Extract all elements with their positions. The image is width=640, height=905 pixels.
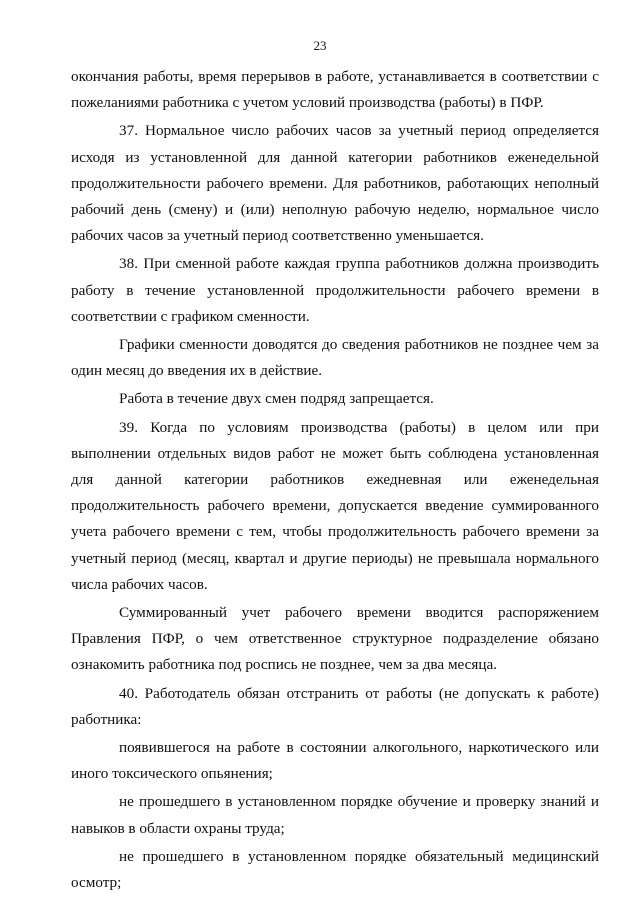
- paragraph-clause-39: 39. Когда по условиям производства (работы) в целом или при выполнении отдельных видов работ не может быть соблюдена установленная для данной категории работников ежедневная или еженедельная продолжительность рабочего времени, допускается введение суммированного учета рабочего времени с тем, чтобы продолжительность рабочего времени за учетный период (месяц, квартал и другие периоды) не превышала нормального числа рабочих часов.: [71, 418, 599, 593]
- paragraph-clause-38: 38. При сменной работе каждая группа работников должна производить работу в течение установленной продолжительности рабочего времени в соответствии с графиком сменности.: [71, 255, 599, 325]
- paragraph-shift-schedules: Графики сменности доводятся до сведения работников не позднее чем за один месяц до введения их в действие.: [71, 336, 599, 380]
- paragraph-double-shift-ban: Работа в течение двух смен подряд запрещается.: [119, 390, 434, 408]
- document-body: [71, 64, 599, 896]
- paragraph-continuation: окончания работы, время перерывов в работе, устанавливается в соответствии с пожеланиями работника с учетом условий производства (работы) в ПФР.: [71, 68, 599, 112]
- page-number: 23: [313, 38, 327, 53]
- paragraph-clause-40: 40. Работодатель обязан отстранить от работы (не допускать к работе) работника:: [71, 684, 599, 728]
- paragraph-clause-37: 37. Нормальное число рабочих часов за учетный период определяется исходя из установленной для данной категории работников еженедельной продолжительности рабочего времени. Для работников, работающих неполный рабочий день (смену) и (или) неполную рабочую неделю, нормальное число рабочих часов за учетный период соответственно уменьшается.: [71, 122, 599, 245]
- list-item-safety-training: не прошедшего в установленном порядке обучение и проверку знаний и навыков в области охраны труда;: [71, 793, 599, 837]
- paragraph-summarized-accounting: Суммированный учет рабочего времени вводится распоряжением Правления ПФР, о чем ответственное структурное подразделение обязано ознакомить работника под роспись не позднее, чем за два месяца.: [71, 604, 599, 674]
- list-item-intoxication: появившегося на работе в состоянии алкогольного, наркотического или иного токсического опьянения;: [71, 739, 599, 783]
- list-item-medical-exam: не прошедшего в установленном порядке обязательный медицинский осмотр;: [71, 847, 599, 892]
